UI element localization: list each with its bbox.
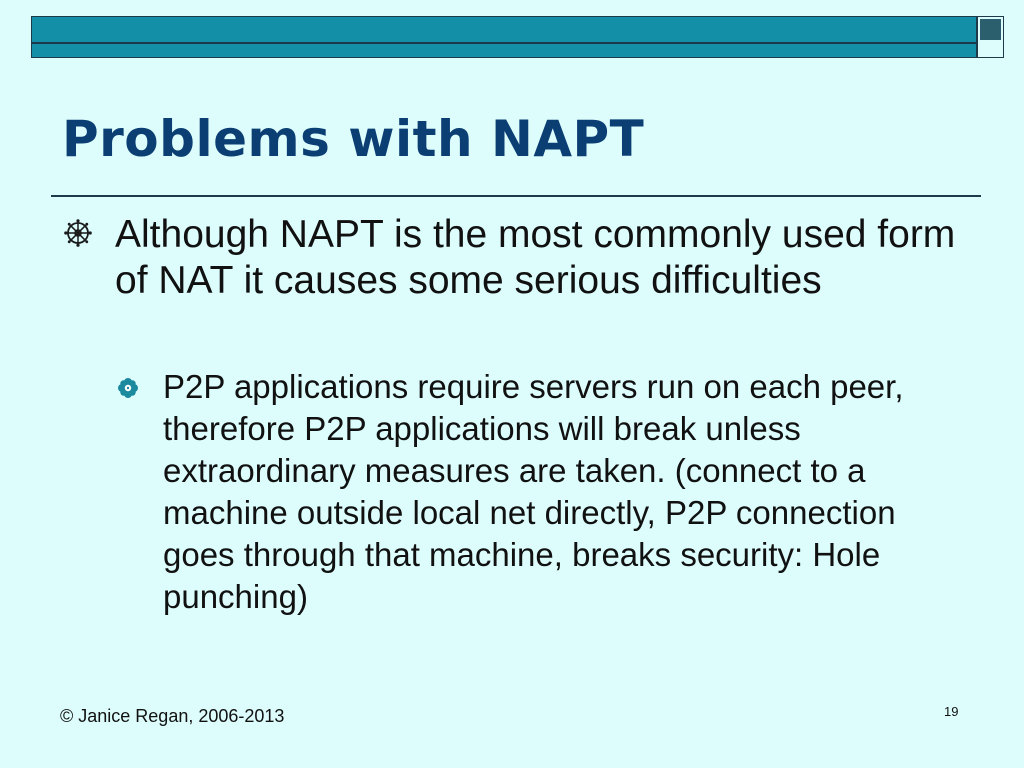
- bullet-text: Although NAPT is the most commonly used form of NAT it causes some serious difficulties: [115, 213, 956, 302]
- flower-bullet-icon: [118, 378, 138, 398]
- title-divider: [51, 195, 981, 197]
- slide-title: Problems with NAPT: [62, 110, 645, 168]
- footer-copyright: © Janice Regan, 2006-2013: [60, 706, 285, 726]
- header-corner-block: [977, 16, 1004, 58]
- dharma-wheel-icon: [64, 219, 92, 247]
- header-bar: [31, 16, 977, 58]
- header-stripe: [32, 42, 976, 44]
- header-corner-square: [980, 19, 1001, 40]
- page-number: 19: [944, 704, 959, 719]
- sub-bullet-text: P2P applications require servers run on each peer, therefore P2P applications will break unless extraordinary measures are taken. (connect to a machine outside local net directly, P2P connection goes through that machine, breaks security: Hole punching): [163, 368, 904, 615]
